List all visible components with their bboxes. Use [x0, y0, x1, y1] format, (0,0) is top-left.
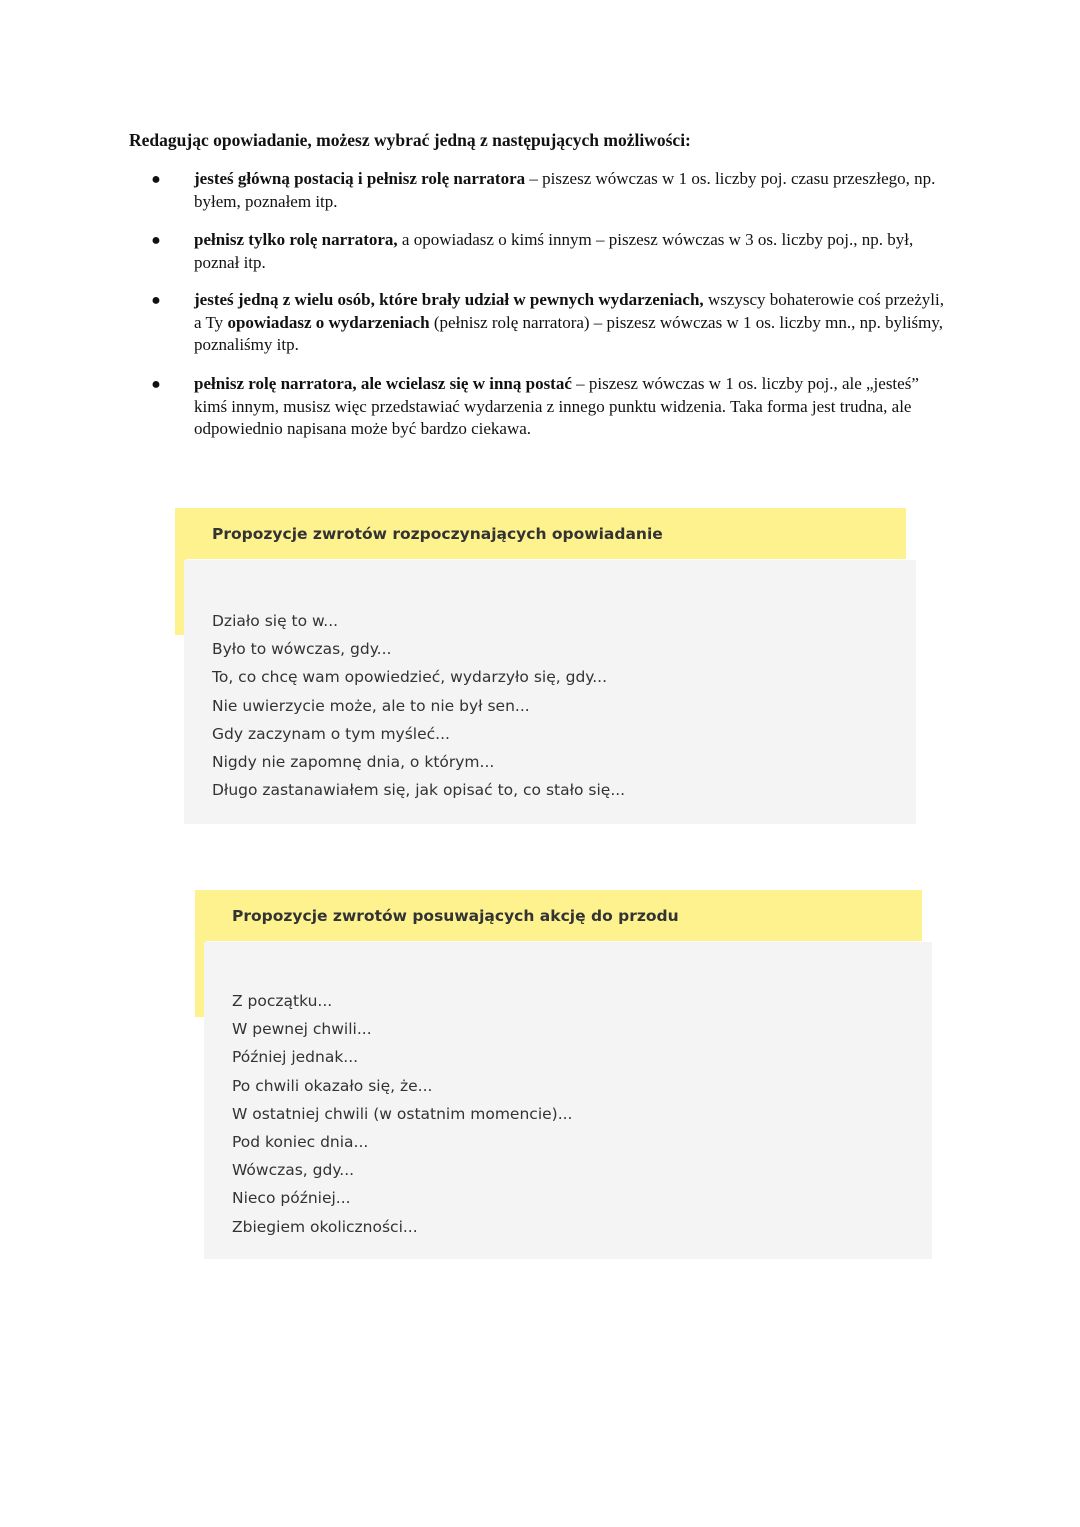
list-item: To, co chcę wam opowiedzieć, wydarzyło się, gdy...	[212, 668, 608, 687]
list-item: Nieco później...	[232, 1189, 351, 1208]
list-item: Nie uwierzycie może, ale to nie był sen...	[212, 696, 530, 715]
bullet-icon: ●	[151, 292, 161, 309]
opening-phrases-box	[175, 508, 916, 824]
list-item: Nigdy nie zapomnę dnia, o którym...	[212, 753, 495, 772]
page-heading: Redagując opowiadanie, możesz wybrać jedną z następujących możliwości:	[129, 130, 691, 150]
list-item: W ostatniej chwili (w ostatnim momencie)...	[232, 1104, 573, 1123]
list-item: Z początku...	[232, 992, 333, 1010]
list-item: Po chwili okazało się, że...	[232, 1076, 433, 1095]
list-item: Później jednak...	[232, 1048, 359, 1067]
list-item	[151, 168, 946, 213]
list-item: Gdy zaczynam o tym myśleć...	[212, 724, 450, 743]
bullet-icon: ●	[151, 232, 161, 249]
option-bold: jesteś główną postacią i pełnisz rolę narratora	[194, 169, 526, 188]
option-bold: jesteś jedną z wielu osób, które brały udział w pewnych wydarzeniach,	[194, 290, 704, 309]
action-phrases-list	[232, 987, 573, 1241]
list-item: Działo się to w...	[212, 612, 339, 630]
option-text: – piszesz wówczas w 1 os. liczby poj., ale „jesteś” kimś innym, musisz więc przedstawiać wydarzenia z innego punktu widzenia. Taka forma jest trudna, ale odpowiednio napisana może być bardzo ciekawa.	[194, 374, 919, 438]
list-item	[151, 289, 946, 357]
list-item: W pewnej chwili...	[232, 1020, 372, 1039]
list-item	[151, 229, 946, 274]
box-title: Propozycje zwrotów posuwających akcję do przodu	[195, 890, 922, 941]
list-item: Długo zastanawiałem się, jak opisać to, co stało się...	[212, 781, 626, 800]
action-phrases-box	[195, 890, 932, 1259]
option-text: – piszesz wówczas w 1 os. liczby poj. czasu przeszłego, np. byłem, poznałem itp.	[194, 169, 936, 211]
list-item: Było to wówczas, gdy...	[212, 640, 392, 659]
list-item: Zbiegiem okoliczności...	[232, 1217, 418, 1236]
option-bold: pełnisz tylko rolę narratora,	[194, 230, 398, 249]
box-title: Propozycje zwrotów rozpoczynających opowiadanie	[175, 508, 906, 559]
opening-phrases-list	[212, 607, 625, 804]
option-bold-2: opowiadasz o wydarzeniach	[227, 312, 430, 332]
option-text-2: (pełnisz rolę narratora) – piszesz wówczas w 1 os. liczby mn., np. byliśmy, poznaliśmy itp.	[194, 312, 944, 354]
option-text: wszyscy bohaterowie coś przeżyli, a Ty	[194, 290, 944, 332]
option-bold: pełnisz rolę narratora, ale wcielasz się w inną postać	[194, 374, 572, 393]
list-item: Pod koniec dnia...	[232, 1133, 369, 1152]
option-text: a opowiadasz o kimś innym – piszesz wówczas w 3 os. liczby poj., np. był, poznał itp.	[194, 230, 914, 272]
list-item: Wówczas, gdy...	[232, 1161, 355, 1180]
bullet-icon: ●	[151, 376, 161, 393]
list-item	[151, 373, 946, 441]
bullet-icon: ●	[151, 171, 161, 188]
